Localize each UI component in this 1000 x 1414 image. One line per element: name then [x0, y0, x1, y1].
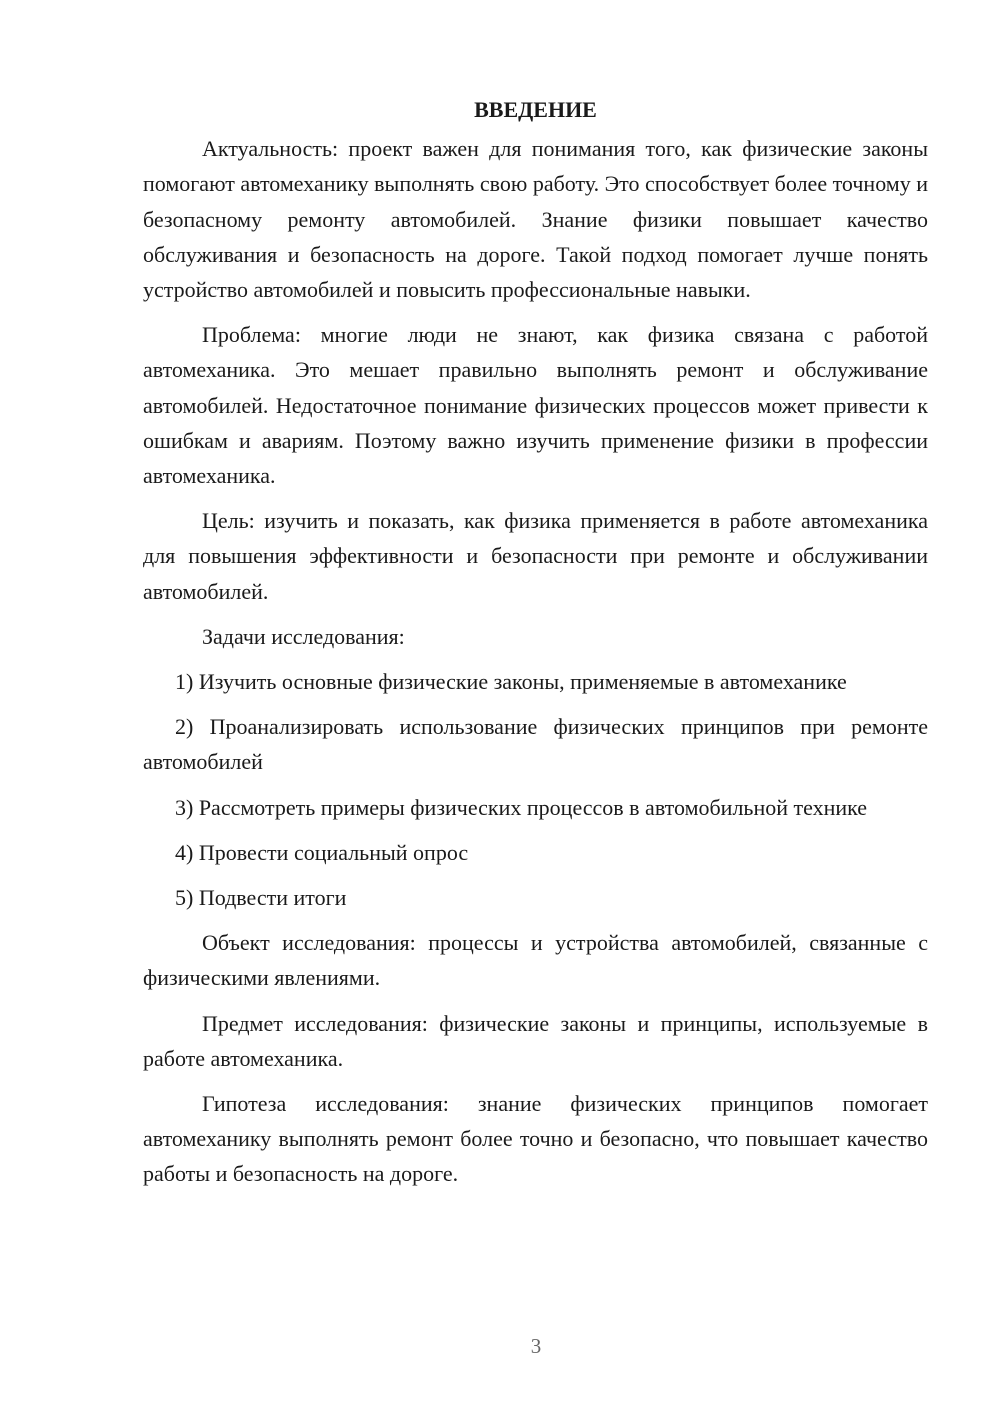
task-item-4: 4) Провести социальный опрос: [175, 839, 469, 865]
document-body: [143, 92, 928, 1202]
tasks-list: [143, 664, 928, 915]
task-item-5: 5) Подвести итоги: [175, 885, 347, 911]
paragraph-goal: Цель: изучить и показать, как физика применяется в работе автомеханика для повышения эффективности и безопасности при ремонте и обслуживании автомобилей.: [143, 508, 928, 604]
paragraph-object: Объект исследования: процессы и устройства автомобилей, связанные с физическими явлениями.: [143, 930, 928, 991]
section-title: ВВЕДЕНИЕ: [474, 97, 597, 122]
paragraph-subject: Предмет исследования: физические законы и принципы, используемые в работе автомеханика.: [143, 1010, 928, 1071]
paragraph-relevance: Актуальность: проект важен для понимания того, как физические законы помогают автомеханику выполнять свою работу. Это способствует более точному и безопасному ремонту автомобилей. Знание физики повышает качество обслуживания и безопасность на дороге. Такой подход помогает лучше понять устройство автомобилей и повысить профессиональные навыки.: [143, 136, 928, 303]
paragraph-problem: Проблема: многие люди не знают, как физика связана с работой автомеханика. Это мешает правильно выполнять ремонт и обслуживание автомобилей. Недостаточное понимание физических процессов может привести к ошибкам и авариям. Поэтому важно изучить применение физики в профессии автомеханика.: [143, 322, 928, 489]
page-number: 3: [530, 1334, 542, 1358]
tasks-heading: Задачи исследования:: [202, 623, 405, 649]
task-item-1: 1) Изучить основные физические законы, применяемые в автомеханике: [175, 669, 847, 695]
paragraph-hypothesis: Гипотеза исследования: знание физических принципов помогает автомеханику выполнять ремонт более точно и безопасно, что повышает качество работы и безопасность на дороге.: [143, 1091, 928, 1187]
task-item-2: 2) Проанализировать использование физических принципов при ремонте автомобилей: [143, 714, 928, 775]
task-item-3: 3) Рассмотреть примеры физических процессов в автомобильной технике: [175, 794, 868, 820]
